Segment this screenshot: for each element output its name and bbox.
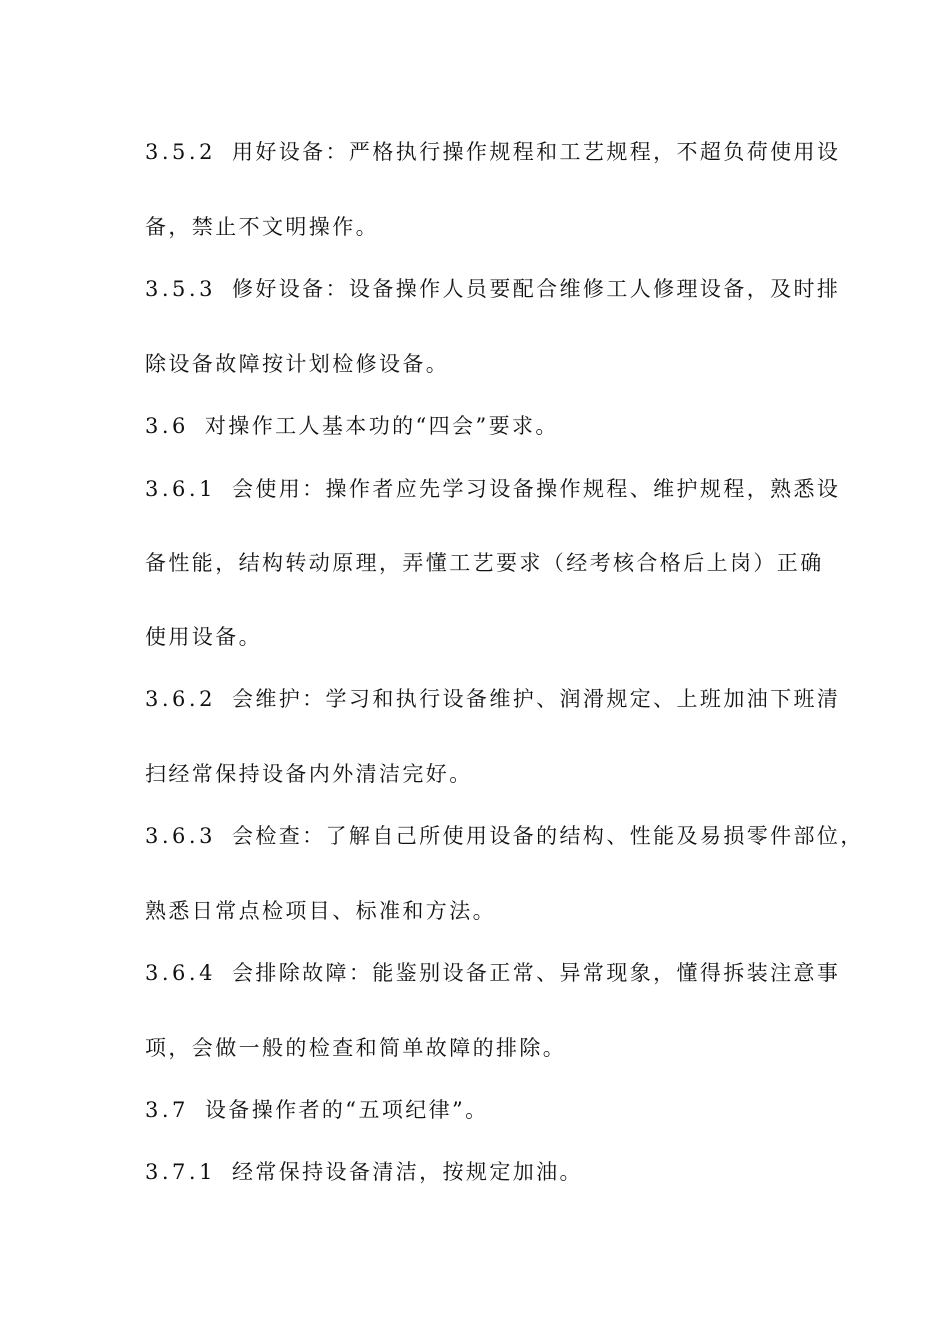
- section-number: 3.6: [145, 414, 189, 438]
- paragraph-3-5-3-line-1: [145, 274, 841, 304]
- paragraph-text: 备性能，结构转动原理，弄懂工艺要求（经考核合格后上岗）正确: [145, 551, 824, 575]
- paragraph-text: 会维护：学习和执行设备维护、润滑规定、上班加油下班清: [231, 687, 841, 711]
- paragraph-text: 会使用：操作者应先学习设备操作规程、维护规程，熟悉设: [231, 477, 841, 501]
- paragraph-3-6-1-line-1: [145, 474, 841, 504]
- paragraph-text: 用好设备：严格执行操作规程和工艺规程，不超负荷使用设: [231, 140, 841, 164]
- section-number: 3.7: [145, 1098, 189, 1122]
- heading-text: 设备操作者的“五项纪律”。: [204, 1098, 489, 1122]
- paragraph-text: 除设备故障按计划检修设备。: [145, 352, 450, 376]
- section-number: 3.6.1: [145, 477, 216, 501]
- paragraph-text: 会检查：了解自己所使用设备的结构、性能及易损零件部位，: [231, 824, 864, 848]
- paragraph-text: 扫经常保持设备内外清洁完好。: [145, 762, 473, 786]
- heading-text: 对操作工人基本功的“四会”要求。: [204, 414, 559, 438]
- section-number: 3.5.3: [145, 277, 216, 301]
- paragraph-3-6-1-line-2: [145, 548, 825, 578]
- section-number: 3.6.3: [145, 824, 216, 848]
- paragraph-3-6-4-line-2: [145, 1033, 825, 1063]
- section-number: 3.5.2: [145, 140, 216, 164]
- paragraph-3-7-1-line-1: [145, 1157, 825, 1187]
- paragraph-text: 项，会做一般的检查和简单故障的排除。: [145, 1036, 567, 1060]
- heading-3-7: [145, 1095, 825, 1125]
- paragraph-3-6-4-line-1: [145, 958, 841, 988]
- section-number: 3.6.4: [145, 961, 216, 985]
- paragraph-text: 会排除故障：能鉴别设备正常、异常现象，懂得拆装注意事: [231, 961, 841, 985]
- paragraph-3-6-2-line-1: [145, 684, 841, 714]
- paragraph-text: 修好设备：设备操作人员要配合维修工人修理设备，及时排: [231, 277, 841, 301]
- paragraph-3-5-2-line-1: [145, 137, 841, 167]
- paragraph-text: 经常保持设备清洁，按规定加油。: [231, 1160, 583, 1184]
- section-number: 3.7.1: [145, 1160, 216, 1184]
- section-number: 3.6.2: [145, 687, 216, 711]
- paragraph-3-5-2-line-2: [145, 212, 825, 242]
- paragraph-3-6-3-line-1: [145, 821, 864, 851]
- heading-3-6: [145, 411, 825, 441]
- paragraph-text: 备，禁止不文明操作。: [145, 215, 379, 239]
- paragraph-text: 使用设备。: [145, 625, 262, 649]
- paragraph-3-6-2-line-2: [145, 759, 825, 789]
- paragraph-text: 熟悉日常点检项目、标准和方法。: [145, 899, 496, 923]
- paragraph-3-6-1-line-3: [145, 622, 825, 652]
- paragraph-3-6-3-line-2: [145, 896, 825, 926]
- paragraph-3-5-3-line-2: [145, 349, 825, 379]
